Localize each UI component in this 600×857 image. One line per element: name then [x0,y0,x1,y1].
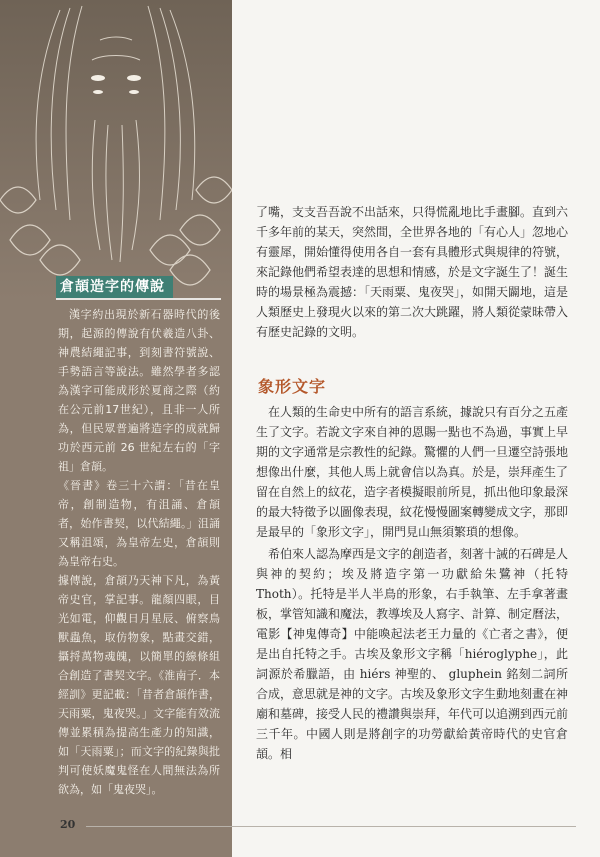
sidebar-panel [0,0,232,857]
sidebar-paragraph: 據傳說，倉頡乃天神下凡，為黃帝史官，掌記事。龍顏四眼，目光如電，仰觀日月星辰、俯察鳥獸蟲魚，取仿物象，點畫交錯，攝捋萬物魂魄，以簡單的線條組合創造了書契文字。《淮南子．本經訓》更記載：「昔者倉頡作書，天雨粟，鬼夜哭。」文字能有效流傳並累積為提高生產力的知識，如「天雨粟」；而文字的紀錄與批判可使妖魔鬼怪在人間無法為所欲為，如「鬼夜哭」。 [58,574,220,796]
sidebar-paragraph: 《晉書》卷三十六謂：「昔在皇帝，創制造物，有沮誦、倉頡者，始作書契，以代結繩。」沮誦又稱沮頌，為皇帝左史，倉頡則為皇帝右史。 [58,479,220,568]
section-title: 象形文字 [258,377,327,396]
main-intro [256,202,568,342]
sidebar-text [58,305,220,799]
sidebar-title-rule [56,298,221,300]
page-number: 20 [60,818,76,831]
cangjie-portrait-illustration [0,0,232,300]
main-body [256,402,568,764]
sidebar-title: 倉頡造字的傳說 [56,276,173,298]
intro-paragraph: 了嘴，支支吾吾說不出話來，只得慌亂地比手畫腳。直到六千多年前的某天，突然間，全世界各地的「有心人」忽地心有靈犀，開始懂得使用各自一套有具體形式與規律的符號，來記錄他們希望表達的思想和情感，於是文字誕生了！誕生時的場景極為震撼：「天雨粟、鬼夜哭」，如開天闢地，這是人類歷史上發現火以來的第二次大跳躍，將人類從蒙昧帶入有歷史記錄的文明。 [256,205,569,339]
sidebar-paragraph: 漢字約出現於新石器時代的後期，起源的傳說有伏羲造八卦、神農結繩記事，到刻書符號說、手勢語言等說法。雖然學者多認為漢字可能成形於夏商之際（約在公元前17世紀），且非一人所為，但民眾普遍將造字的成就歸功於西元前 26 世紀左右的「字祖」倉頡。 [58,308,220,473]
body-paragraph: 在人類的生命史中所有的語言系統，據說只有百分之五產生了文字。若說文字來自神的恩賜一點也不為過，事實上早期的文字通常是宗教性的紀錄。驚懼的人們一旦遷空詩張地想像出什麼，其他人馬上就會信以為真。於是，崇拜產生了留在自然上的紋花，造字者模擬眼前所見，抓出他印象最深的最大特徵予以圖像表現，紋花慢慢圖案轉變成文字，那即是最早的「象形文字」，開門見山無須繁瑣的想像。 [256,405,569,539]
body-paragraph: 希伯來人認為摩西是文字的創造者，刻著十誡的石碑是人與神的契約；埃及將造字第一功獻給朱鷺神（托特 Thoth）。托特是半人半鳥的形象，右手執筆、左手拿著畫板，掌管知識和魔法，教導埃及人寫字、計算、制定曆法，電影【神鬼傳奇】中能喚起法老王力量的《亡者之書》，便是出自托特之手。古埃及象形文字稱「hiéroglyphe」，此詞源於希臘語，由 hiérs 神聖的、 gluphein 銘刻二詞所合成，意思就是神的文字。古埃及象形文字生動地刻畫在神廟和墓碑，接受人民的禮讚與崇拜，年代可以追溯到西元前三千年。中國人則是將創字的功勞獻給黃帝時代的史官倉頡。相 [256,547,569,761]
footer-rule [86,826,576,827]
